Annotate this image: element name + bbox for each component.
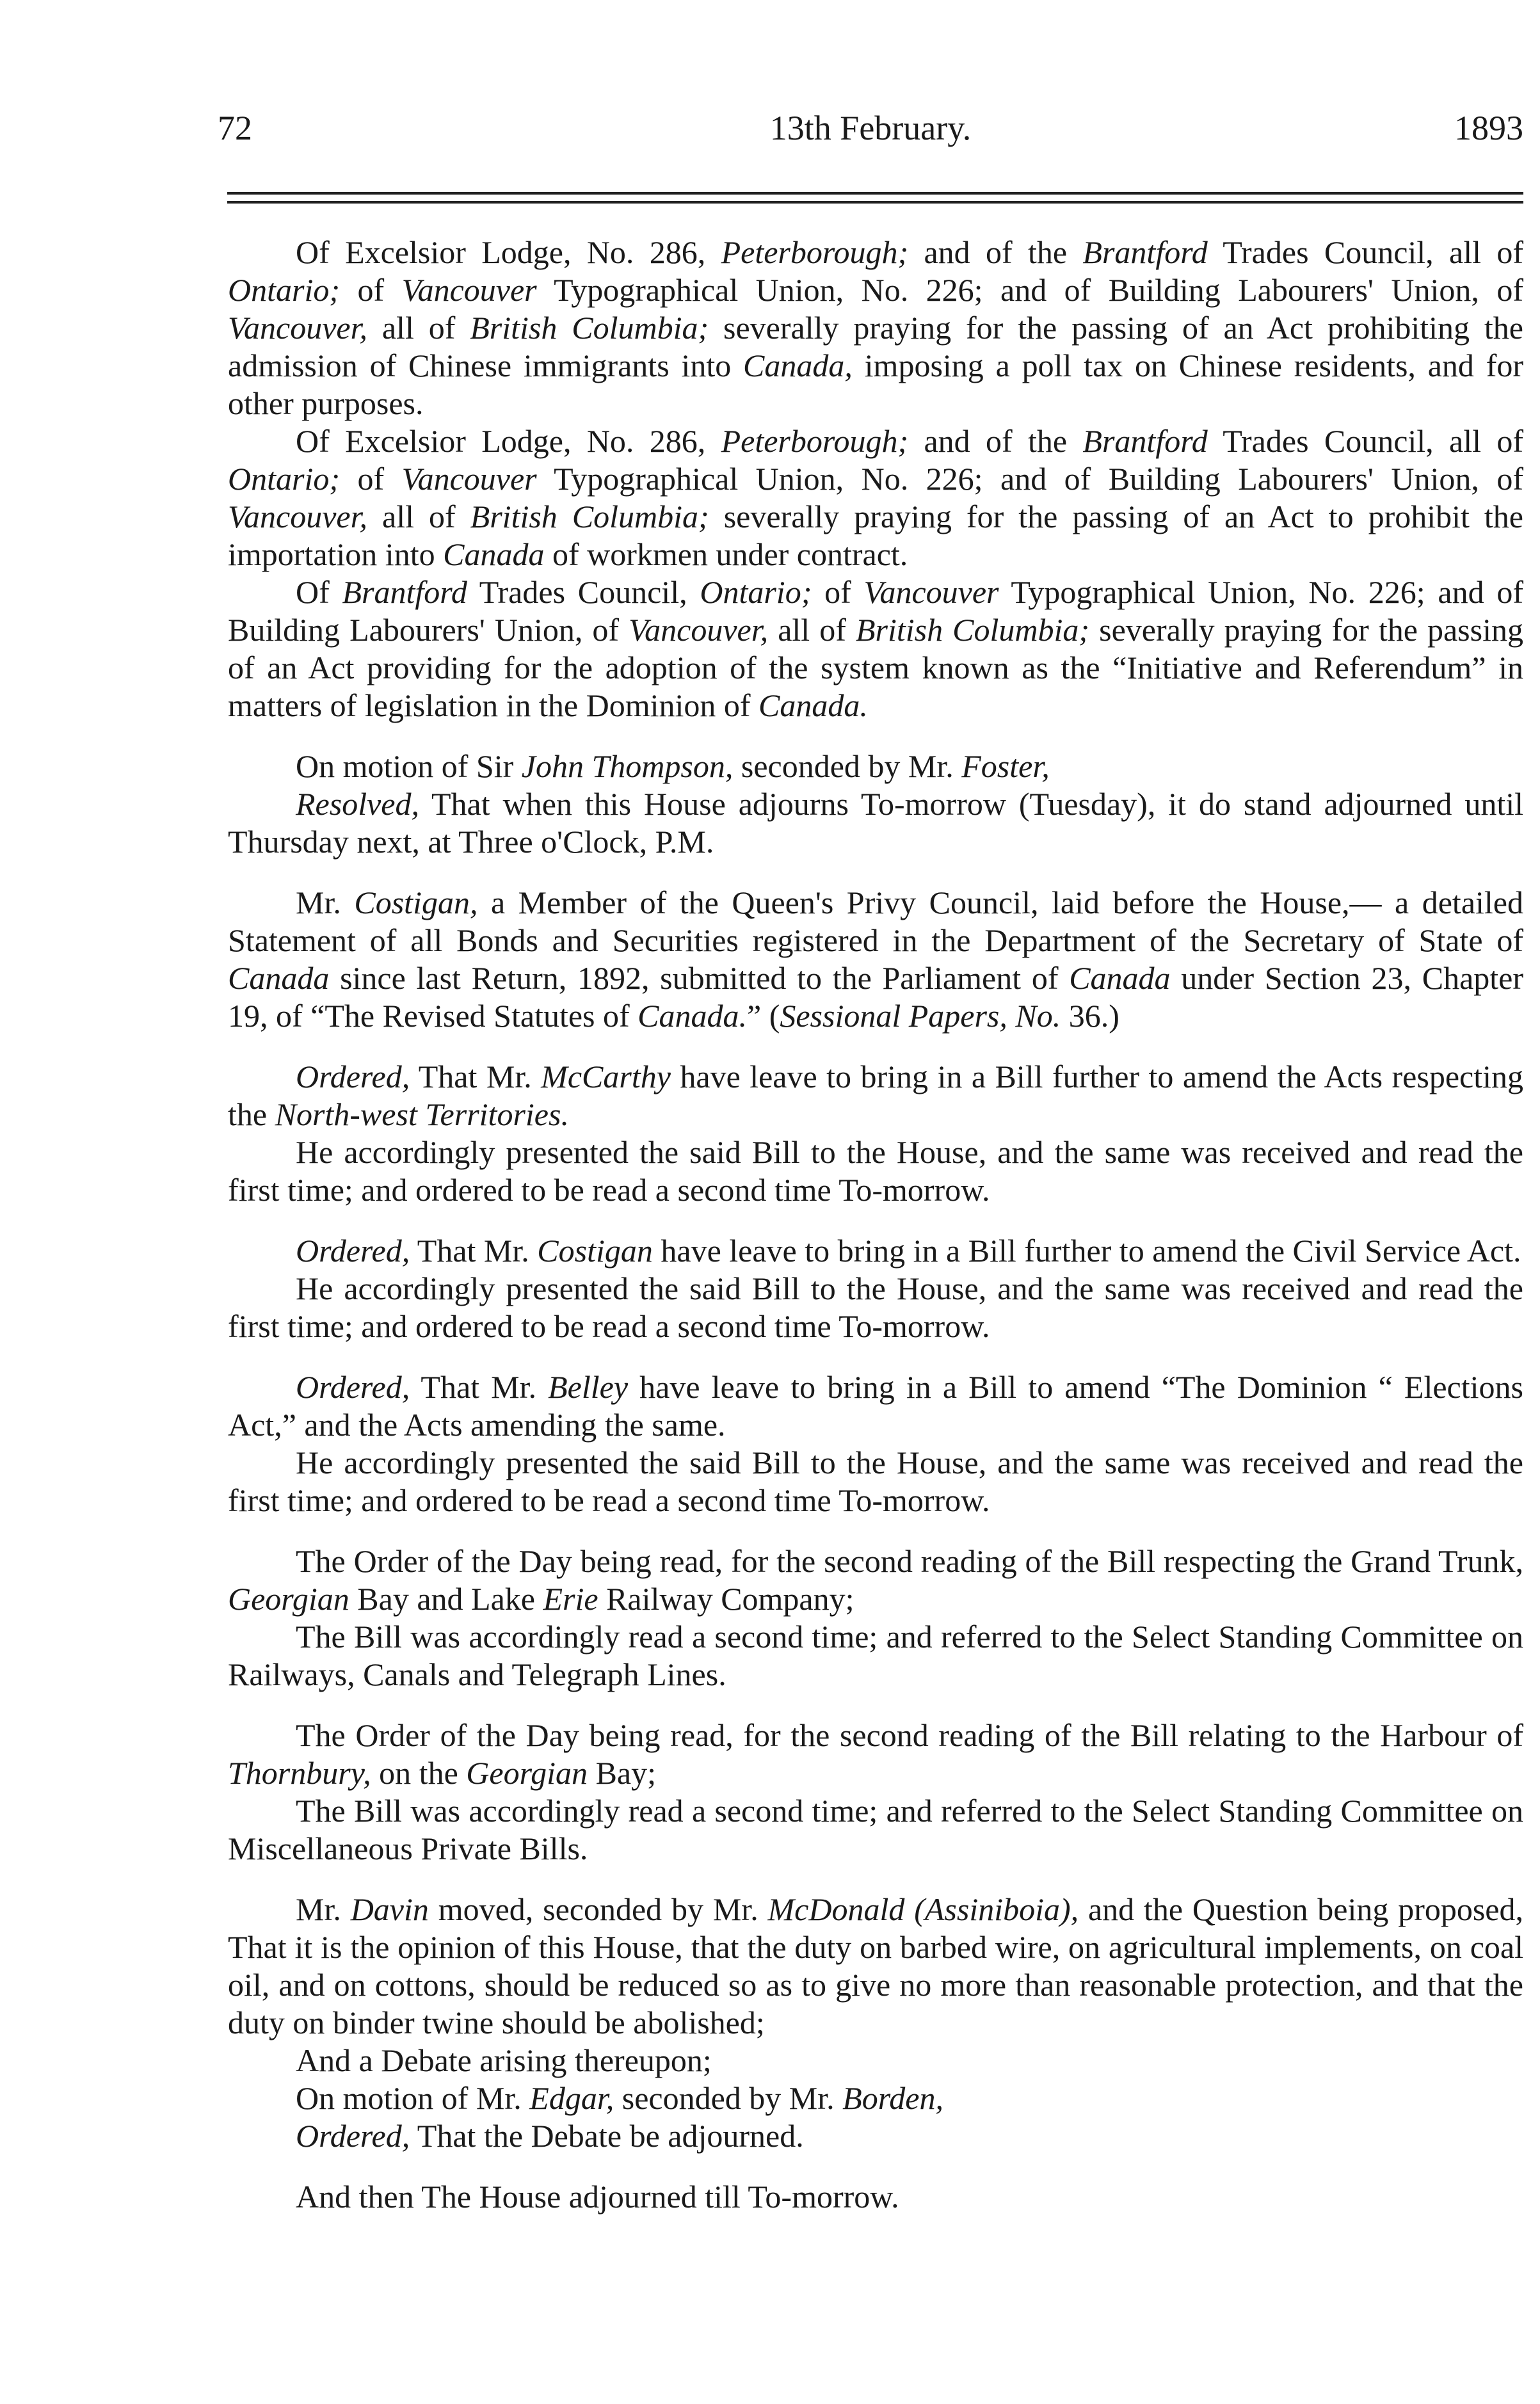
text-run: Of [296, 574, 342, 610]
motion-adjourn-paragraph [228, 748, 1523, 785]
text-run: of workmen under contract. [544, 536, 908, 572]
text-run: Bay and Lake [349, 1581, 543, 1617]
text-run: severally praying for the passing of an Act providing for the adoption of the system known as the “Initiative and Referendum” in matters of legislation in the Dominion of [228, 612, 1523, 723]
text-run: Trades Council, all of [1207, 234, 1523, 270]
text-run: That the Debate be adjourned. [410, 2118, 804, 2154]
italic-text: Vancouver [863, 574, 999, 610]
text-run: Typographical Union, No. 226; and of Building Labourers' Union, of [536, 461, 1523, 497]
text-run: Typographical Union, No. 226; and of Building Labourers' Union, of [536, 272, 1523, 308]
resolved-paragraph [228, 785, 1523, 861]
text-run: seconded by Mr. [733, 748, 962, 784]
italic-text: Belley [548, 1369, 629, 1405]
italic-text: British Columbia; [470, 499, 709, 534]
italic-text: North-west Territories. [275, 1096, 569, 1132]
debate-arising-paragraph [228, 2042, 1523, 2079]
text-run: ” ( [747, 998, 780, 1034]
journal-body [228, 234, 1523, 2216]
italic-text: Costigan, [354, 885, 478, 920]
text-run: moved, seconded by Mr. [428, 1891, 768, 1927]
header-rule-bottom [227, 201, 1523, 204]
text-run: The Order of the Day being read, for the second reading of the Bill respecting the Grand Trunk, [296, 1543, 1523, 1579]
italic-text: Canada [443, 536, 545, 572]
text-run: Mr. [296, 1891, 351, 1927]
text-run: 36.) [1061, 998, 1119, 1034]
italic-text: Vancouver, [228, 310, 367, 346]
italic-text: Vancouver, [629, 612, 769, 648]
petition-paragraph [228, 422, 1523, 573]
italic-text: Canada. [758, 687, 868, 723]
thornbury-read-paragraph [228, 1792, 1523, 1868]
petition-paragraph [228, 234, 1523, 422]
costigan-statement-paragraph [228, 884, 1523, 1035]
text-run: on the [371, 1755, 467, 1791]
davin-motion-paragraph [228, 1891, 1523, 2042]
italic-text: Canada [1069, 960, 1171, 996]
text-run: of [340, 461, 402, 497]
italic-text: Ontario; [700, 574, 812, 610]
text-run: all of [367, 499, 470, 534]
italic-text: McCarthy [541, 1059, 671, 1094]
italic-text: Sessional Papers, No. [780, 998, 1061, 1034]
text-run: Railway Company; [598, 1581, 854, 1617]
italic-text: McDonald (Assiniboia), [767, 1891, 1079, 1927]
debate-adjourned-paragraph [228, 2117, 1523, 2155]
text-run: On motion of Sir [296, 748, 522, 784]
text-run: That Mr. [410, 1369, 549, 1405]
text-run: all of [367, 310, 470, 346]
grand-trunk-read-paragraph [228, 1618, 1523, 1694]
page-year: 1893 [1454, 109, 1523, 147]
italic-text: Ontario; [228, 272, 340, 308]
costigan-presented-paragraph [228, 1270, 1523, 1345]
italic-text: Georgian [228, 1581, 349, 1617]
text-run: seconded by Mr. [614, 2080, 843, 2116]
text-run: The Bill was accordingly read a second time; and referred to the Select Standing Committee on Miscellaneous Private Bills. [228, 1793, 1523, 1866]
text-run: and of the [908, 234, 1083, 270]
text-run: He accordingly presented the said Bill to the House, and the same was received and read the first time; and ordered to be read a second time To-morrow. [228, 1134, 1523, 1208]
house-adjourned-paragraph [228, 2178, 1523, 2216]
text-run: And then The House adjourned till To-morrow. [296, 2179, 899, 2215]
italic-text: Ontario; [228, 461, 340, 497]
text-run: of [812, 574, 864, 610]
italic-text: Brantford [1082, 234, 1208, 270]
page-date: 13th February. [769, 109, 972, 147]
page-number: 72 [218, 109, 252, 147]
text-run: And a Debate arising thereupon; [296, 2042, 712, 2078]
italic-text: Davin [350, 1891, 429, 1927]
text-run: imposing a poll tax on Chinese residents, and for other purposes. [228, 348, 1523, 421]
italic-text: Vancouver [401, 272, 537, 308]
text-run: and the Question being proposed, That it is the opinion of this House, that the duty on barbed wire, on agricultural implements, on coal oil, and on cottons, should be reduced so as to give no more than reasonable protection, and that the duty on binder twine should be abolished; [228, 1891, 1524, 2040]
thornbury-order-paragraph [228, 1717, 1523, 1792]
italic-text: Canada, [743, 348, 853, 383]
italic-text: Peterborough; [721, 423, 909, 459]
italic-text: Costigan [537, 1233, 653, 1269]
mccarthy-ordered-paragraph [228, 1058, 1523, 1134]
text-run: severally praying for the passing of an Act to prohibit the importation into [228, 499, 1523, 572]
text-run: have leave to bring in a Bill further to amend the Acts respecting the [228, 1059, 1523, 1132]
text-run: Trades Council, all of [1207, 423, 1523, 459]
italic-text: Erie [543, 1581, 598, 1617]
italic-text: British Columbia; [470, 310, 709, 346]
text-run: a Member of the Queen's Privy Council, laid before the House,— a detailed Statement of all Bonds and Securities registered in the Department of the Secretary of State of [228, 885, 1523, 958]
italic-text: Thornbury, [228, 1755, 371, 1791]
italic-text: Resolved, [296, 786, 419, 822]
page-header [218, 102, 1523, 154]
italic-text: Borden, [842, 2080, 943, 2116]
text-run: Bay; [588, 1755, 656, 1791]
italic-text: Vancouver, [228, 499, 367, 534]
text-run: have leave to bring in a Bill further to amend the Civil Service Act. [652, 1233, 1521, 1269]
text-run: The Order of the Day being read, for the second reading of the Bill relating to the Harbour of [296, 1717, 1523, 1753]
text-run: He accordingly presented the said Bill to the House, and the same was received and read the first time; and ordered to be read a second time To-morrow. [228, 1270, 1523, 1344]
text-run: since last Return, 1892, submitted to the Parliament of [329, 960, 1070, 996]
italic-text: Edgar, [529, 2080, 614, 2116]
text-run: Mr. [296, 885, 355, 920]
text-run: Typographical Union, No. 226; and of Building Labourers' Union, of [228, 574, 1523, 648]
text-run: Of Excelsior Lodge, No. 286, [296, 423, 721, 459]
italic-text: Ordered, [296, 1369, 410, 1405]
text-run: and of the [908, 423, 1083, 459]
italic-text: British Columbia; [855, 612, 1090, 648]
italic-text: Ordered, [296, 2118, 410, 2154]
petition-paragraph [228, 573, 1523, 725]
italic-text: Georgian [466, 1755, 588, 1791]
header-rule-top [227, 192, 1523, 195]
text-run: have leave to bring in a Bill to amend “The Dominion “ Elections Act,” and the Acts amending the same. [228, 1369, 1523, 1443]
mccarthy-presented-paragraph [228, 1134, 1523, 1209]
italic-text: Brantford [1082, 423, 1208, 459]
text-run: of [340, 272, 402, 308]
text-run: Of Excelsior Lodge, No. 286, [296, 234, 721, 270]
belley-presented-paragraph [228, 1444, 1523, 1519]
text-run: The Bill was accordingly read a second time; and referred to the Select Standing Committee on Railways, Canals and Telegraph Lines. [228, 1619, 1523, 1692]
text-run: On motion of Mr. [296, 2080, 530, 2116]
text-run: under Section 23, Chapter 19, of “The Revised Statutes of [228, 960, 1523, 1034]
text-run: severally praying for the passing of an Act prohibiting the admission of Chinese immigrants into [228, 310, 1523, 383]
text-run: That Mr. [410, 1059, 541, 1094]
italic-text: Ordered, [296, 1233, 410, 1269]
italic-text: Peterborough; [721, 234, 909, 270]
grand-trunk-order-paragraph [228, 1543, 1523, 1618]
belley-ordered-paragraph [228, 1368, 1523, 1444]
text-run: That when this House adjourns To-morrow (Tuesday), it do stand adjourned until Thursday next, at Three o'Clock, P.M. [228, 786, 1523, 860]
edgar-motion-paragraph [228, 2079, 1523, 2117]
costigan-ordered-paragraph [228, 1232, 1523, 1270]
italic-text: Canada [228, 960, 330, 996]
italic-text: Foster, [961, 748, 1050, 784]
italic-text: Canada. [638, 998, 747, 1034]
italic-text: Ordered, [296, 1059, 410, 1094]
text-run: He accordingly presented the said Bill to the House, and the same was received and read the first time; and ordered to be read a second time To-morrow. [228, 1445, 1523, 1518]
text-run: all of [768, 612, 856, 648]
text-run: That Mr. [410, 1233, 538, 1269]
italic-text: John Thompson, [521, 748, 734, 784]
italic-text: Vancouver [401, 461, 537, 497]
text-run: Trades Council, [467, 574, 700, 610]
italic-text: Brantford [342, 574, 467, 610]
